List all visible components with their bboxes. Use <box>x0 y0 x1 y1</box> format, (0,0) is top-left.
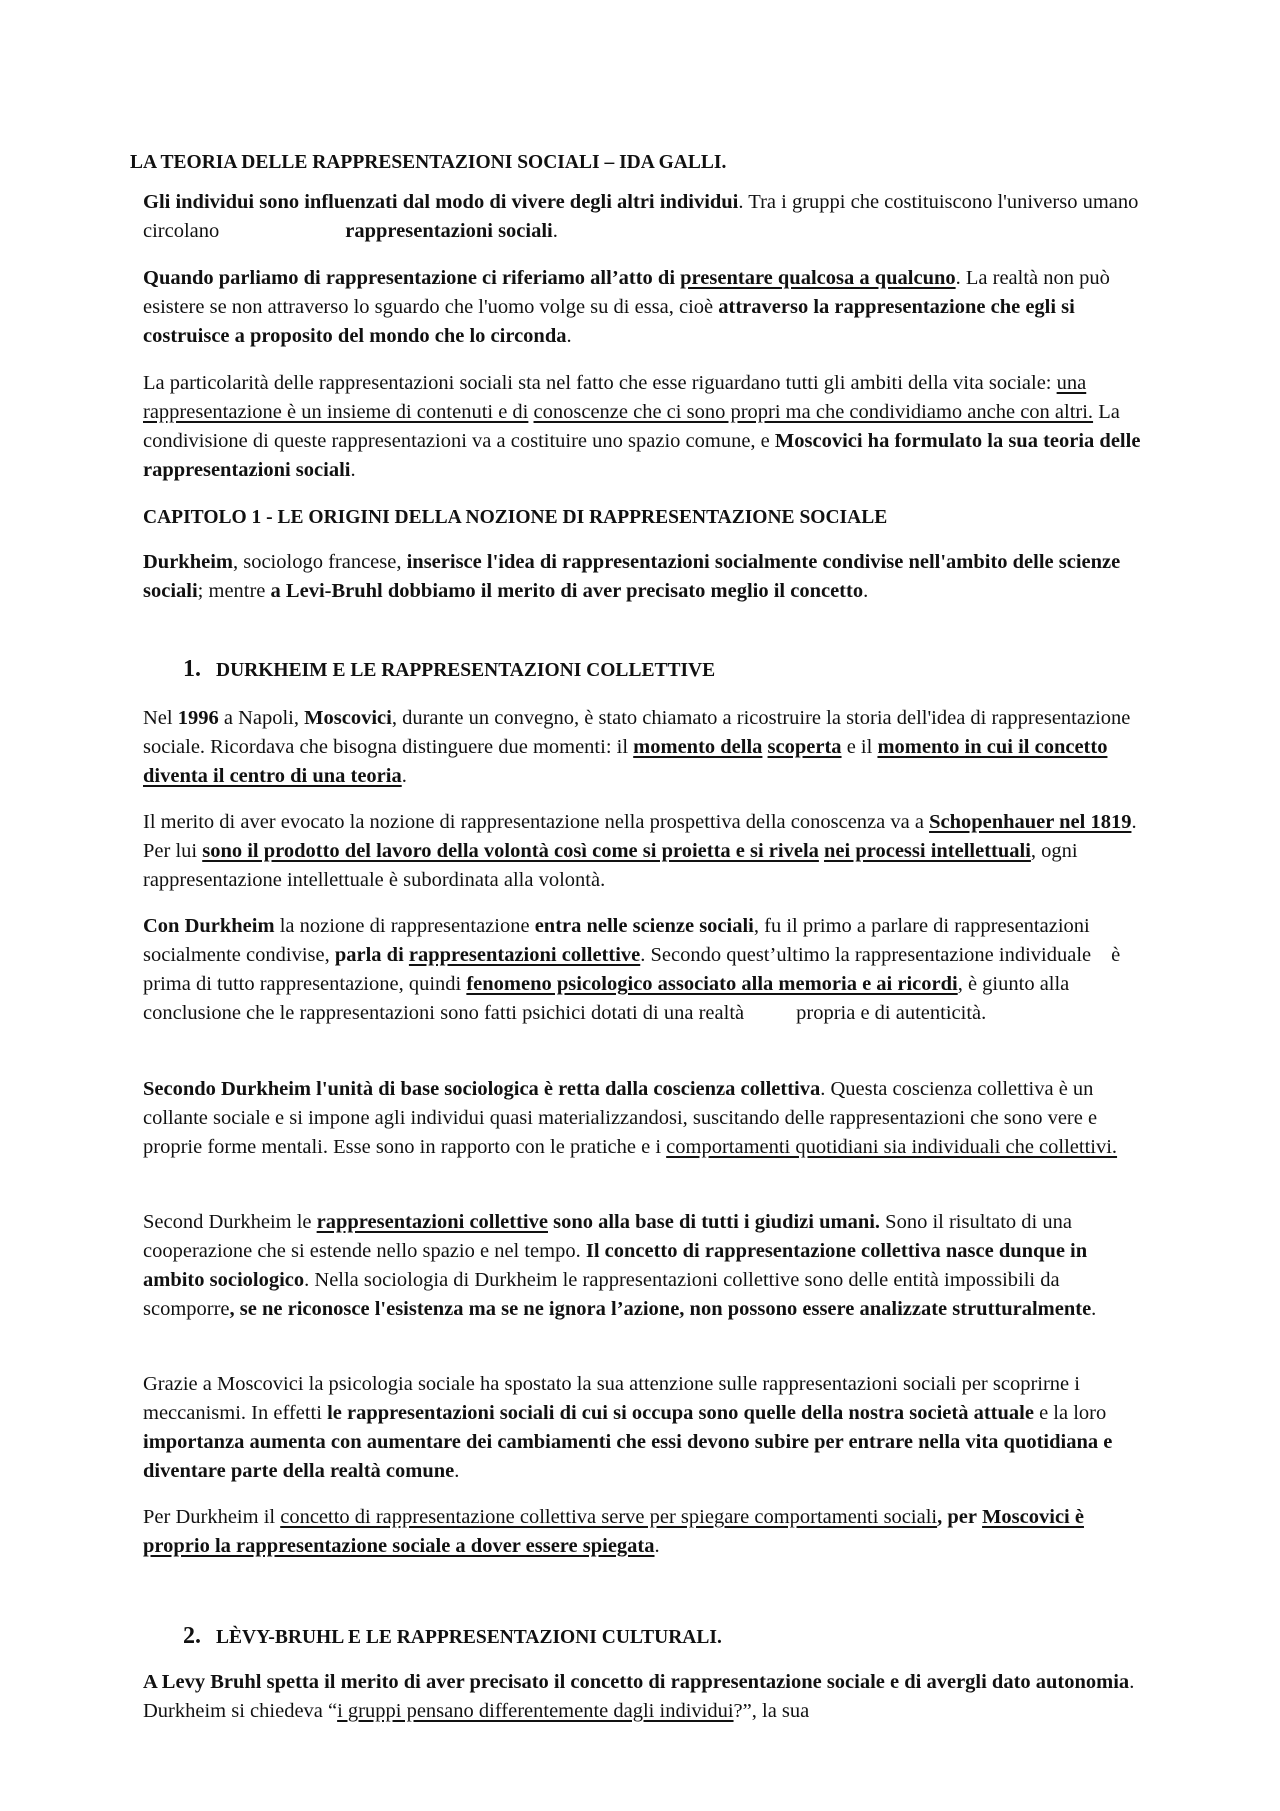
text: , è giunto alla conclusione che le rappresentazioni sono fatti psichici dotati di una realtà <box>143 973 1070 1024</box>
bold-text: Con Durkheim <box>143 915 275 937</box>
underlined-bold-text: Schopenhauer nel 1819 <box>929 811 1132 833</box>
text: . Nella sociologia di Durkheim le rappresentazioni collettive sono delle entità impossibili da scomporre <box>143 1269 1060 1320</box>
text: . <box>552 220 558 242</box>
bold-text: Durkheim <box>143 551 233 573</box>
text: e la loro <box>1039 1402 1107 1424</box>
text: . Durkheim si chiedeva “ <box>143 1671 1135 1722</box>
text: . <box>654 1535 660 1557</box>
bold-text: Quando parliamo di rappresentazione ci riferiamo all’atto di <box>143 267 676 289</box>
underlined-text: comportamenti quotidiani sia individuali che collettivi. <box>666 1136 1118 1158</box>
underlined-text: concetto di rappresentazione collettiva serve per spiegare comportamenti sociali <box>280 1506 938 1528</box>
text: . Tra i gruppi che costituiscono l'universo umano circolano <box>143 191 1139 242</box>
bold-text: Gli individui sono influenzati dal modo di vivere degli altri individui <box>143 191 739 213</box>
underlined-bold-text: rappresentazioni collettive <box>316 1211 548 1233</box>
bold-text: Moscovici ha formulato la sua teoria delle rappresentazioni sociali <box>143 430 1141 481</box>
text: e il <box>846 736 873 758</box>
text: . <box>566 325 572 347</box>
section-label: DURKHEIM E LE RAPPRESENTAZIONI COLLETTIVE <box>216 660 716 681</box>
chapter-heading: CAPITOLO 1 - LE ORIGINI DELLA NOZIONE DI RAPPRESENTAZIONE SOCIALE <box>143 507 888 528</box>
bold-text: a Levi-Bruhl dobbiamo il merito di aver precisato meglio il concetto <box>270 580 864 602</box>
paragraph-per-durkheim <box>143 1503 1143 1561</box>
paragraph-durkheim-intro <box>143 548 1143 606</box>
section-number: 2. <box>183 1623 201 1649</box>
bold-text: le rappresentazioni sociali di cui si occupa sono quelle della nostra società attuale <box>327 1402 1034 1424</box>
paragraph-rappresentazioni-collettive <box>143 1208 1143 1324</box>
bold-text: importanza aumenta con aumentare dei cambiamenti che essi devono subire per entrare nella vita quotidiana e diventare parte della realtà comune <box>143 1431 1113 1482</box>
bold-text: Secondo Durkheim l'unità di base sociologica è retta dalla coscienza collettiva <box>143 1078 821 1100</box>
underlined-bold-text: momento in cui il concetto diventa il centro di una teoria <box>143 736 1108 787</box>
text: Second Durkheim le <box>143 1211 312 1233</box>
bold-text: entra nelle scienze sociali <box>534 915 754 937</box>
text: ; mentre <box>197 580 266 602</box>
section-heading-2 <box>183 1621 1083 1653</box>
bold-text: attraverso la rappresentazione che egli si costruisce a proposito del mondo che lo circonda <box>143 296 1075 347</box>
paragraph-particolarita <box>143 369 1143 485</box>
text: Sono il risultato di una cooperazione che si estende nello spazio e nel tempo. <box>143 1211 1072 1262</box>
paragraph-coscienza-collettiva <box>143 1075 1143 1162</box>
text: Per Durkheim il <box>143 1506 276 1528</box>
paragraph-moscovici-napoli <box>143 704 1143 791</box>
text: La particolarità delle rappresentazioni sociali sta nel fatto che esse riguardano tutti gli ambiti della vita sociale: <box>143 372 1052 394</box>
underlined-text: i gruppi pensano differentemente dagli individui <box>337 1700 734 1722</box>
section-number: 1. <box>183 656 201 682</box>
bold-text: , se ne riconosce l'esistenza ma se ne ignora l’azione, non possono essere analizzate strutturalmente <box>229 1298 1092 1320</box>
underlined-bold-text: fenomeno psicologico associato alla memoria e ai ricordi <box>466 973 958 995</box>
text: . Questa coscienza collettiva è un collante sociale e si impone agli individui quasi materializzandosi, suscitando delle rappresentazioni che sono vere e proprie forme mentali. Esse sono in rapporto con le pratiche e i <box>143 1078 1098 1158</box>
text: propria e di autenticità. <box>796 1002 987 1024</box>
bold-text: 1996 <box>177 707 219 729</box>
text: la nozione di rappresentazione <box>279 915 530 937</box>
paragraph-schopenhauer <box>143 808 1143 895</box>
underlined-text: una rappresentazione è un insieme di contenuti e di <box>143 372 1087 423</box>
text: , ogni rappresentazione intellettuale è subordinata alla volontà. <box>143 840 1078 891</box>
text: . <box>401 765 407 787</box>
bold-text: A Levy Bruhl spetta il merito di aver precisato il concetto di rappresentazione sociale e di avergli dato autonomia <box>143 1671 1130 1693</box>
paragraph-rappresentazione <box>143 264 1143 351</box>
text: ?”, la sua <box>733 1700 810 1722</box>
underlined-text: conoscenze che ci sono propri ma che condividiamo anche con altri. <box>533 401 1094 423</box>
bold-text: Il concetto di rappresentazione collettiva nasce dunque in ambito sociologico <box>143 1240 1088 1291</box>
underlined-bold-text: presentare qualcosa a qualcuno <box>680 267 956 289</box>
bold-text: Moscovici <box>304 707 392 729</box>
underlined-bold-text: nei processi intellettuali <box>824 840 1031 862</box>
text: Nel <box>143 707 173 729</box>
bold-text: sono alla base di tutti i giudizi umani. <box>553 1211 881 1233</box>
text: . <box>454 1460 460 1482</box>
text: è prima di tutto rappresentazione, quindi <box>143 944 1121 995</box>
text: , sociologo francese, <box>232 551 402 573</box>
underlined-bold-text: momento della <box>633 736 763 758</box>
text: a Napoli, <box>223 707 300 729</box>
section-heading-1 <box>183 654 1083 686</box>
bold-text: rappresentazioni sociali <box>345 220 553 242</box>
underlined-bold-text: scoperta <box>767 736 842 758</box>
text: . <box>863 580 869 602</box>
text: Grazie a Moscovici la psicologia sociale ha spostato la sua attenzione sulle rappresentazioni sociali per scoprirne i meccanismi. In effetti <box>143 1373 1080 1424</box>
text: La condivisione di queste rappresentazioni va a costituire uno spazio comune, e <box>143 401 1120 452</box>
bold-text: inserisce l'idea di rappresentazioni socialmente condivise nell'ambito delle scienze sociali <box>143 551 1121 602</box>
text: . <box>350 459 356 481</box>
paragraph-levy-bruhl <box>143 1668 1143 1726</box>
underlined-bold-text: sono il prodotto del lavoro della volontà così come si proietta e si rivela <box>202 840 819 862</box>
paragraph-grazie-moscovici <box>143 1370 1143 1486</box>
text: , durante un convegno, è stato chiamato a ricostruire la storia dell'idea di rappresentazione sociale. Ricordava che bisogna distinguere due momenti: il <box>143 707 1131 758</box>
section-label: LÈVY-BRUHL E LE RAPPRESENTAZIONI CULTURALI. <box>216 1627 722 1648</box>
paragraph-con-durkheim <box>143 912 1143 1028</box>
text: . Per lui <box>143 811 1137 862</box>
text: . <box>1091 1298 1097 1320</box>
text: . La realtà non può esistere se non attraverso lo sguardo che l'uomo volge su di essa, cioè <box>143 267 1110 318</box>
underlined-bold-text: rappresentazioni collettive <box>408 944 641 966</box>
paragraph-intro <box>143 188 1143 246</box>
text: Il merito di aver evocato la nozione di rappresentazione nella prospettiva della conoscenza va a <box>143 811 924 833</box>
bold-text: , per <box>937 1506 977 1528</box>
underlined-bold-text: Moscovici è proprio la rappresentazione sociale a dover essere spiegata <box>143 1506 1084 1557</box>
text: , fu il primo a parlare di rappresentazioni socialmente condivise, <box>143 915 1090 966</box>
document-title: LA TEORIA DELLE RAPPRESENTAZIONI SOCIALI – IDA GALLI. <box>130 152 727 173</box>
text: . Secondo quest’ultimo la rappresentazione individuale <box>640 944 1092 966</box>
bold-text: parla di <box>334 944 404 966</box>
